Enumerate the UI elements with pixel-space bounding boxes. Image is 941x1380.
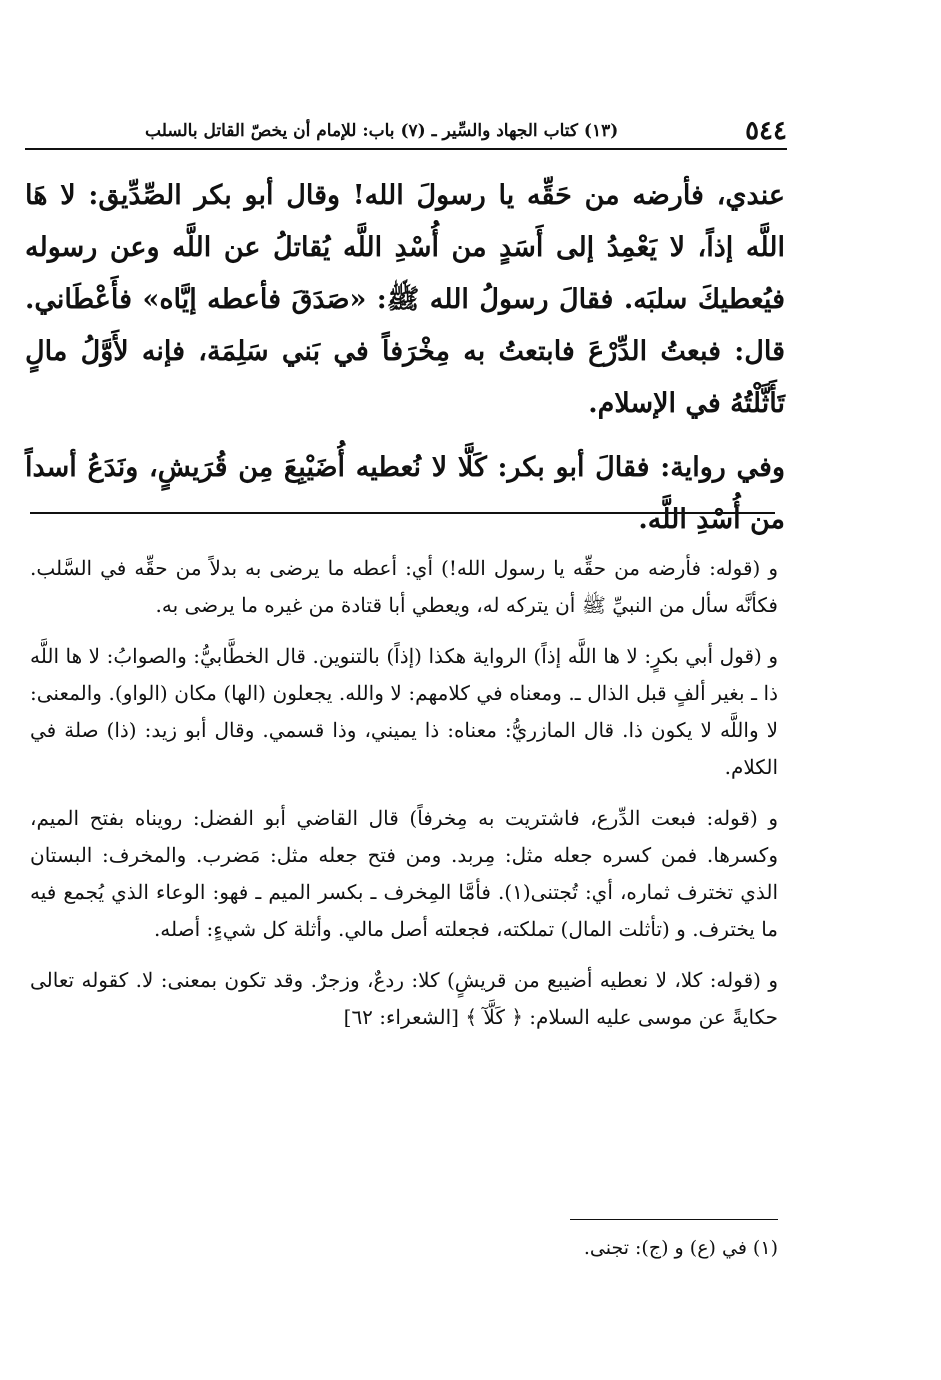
hadith-text [25,170,785,558]
commentary-paragraph: و (قوله: فأرضه من حقِّه يا رسول الله!) أي: أعطه ما يرضى به بدلاً من حقِّه في السَّلب. فكأنَّه سأل من النبيِّ ﷺ أن يتركه له، ويعطي أبا قتادة من غيره ما يرضى به. [30,556,778,617]
commentary-paragraph: و (قوله: فبعت الدِّرع، فاشتريت به مِخرفاً) قال القاضي أبو الفضل: رويناه بفتح الميم، وكسرها. فمن كسره جعله مثل: مِربد. ومن فتح جعله مثل: مَضرب. والمخرف: البستان الذي تخترف ثماره، أي: تُجتنى(١). فأمَّا المِخرف ـ بكسر الميم ـ فهو: الوعاء الذي يُجمع فيه ما يخترف. و (تأثلت المال) تملكته، فجعلته أصل مالي. وأثلة كل شيءٍ: أصله. [30,806,779,941]
commentary-paragraph: و (قول أبي بكرٍ: لا ها اللَّه إذاً) الرواية هكذا (إذاً) بالتنوين. قال الخطَّابيُّ: والصوابُ: لا ها اللَّه ذا ـ بغير ألفٍ قبل الذال ـ. ومعناه في كلامهم: لا والله. يجعلون (الها) مكان (الواو). والمعنى: لا واللَّه لا يكون ذا. قال المازريُّ: معناه: ذا يميني، وذا قسمي. وقال أبو زيد: (ذا) صلة في الكلام. [30,644,778,779]
running-title: (١٣) كتاب الجهاد والسِّير ـ (٧) باب: للإمام أن يخصّ القاتل بالسلب [145,121,619,141]
commentary-text [30,550,778,1050]
header-divider [25,148,787,150]
page-header [145,112,787,146]
hadith-paragraph: وفي رواية: فقالَ أبو بكر: كَلَّا لا نُعطيه أُضَيْبِعَ مِن قُرَيشٍ، ونَدَعُ أسداً من أُسْدِ اللَّه. [25,452,785,535]
commentary-paragraph: و (قوله: كلا، لا نعطيه أضيبع من قريشٍ) كلا: ردعٌ، وزجرٌ. وقد تكون بمعنى: لا. كقوله تعالى حكايةً عن موسى عليه السلام: ﴿ كَلَّآ ﴾ [الشعراء: ٦٢] [30,968,778,1029]
page-number: ٥٤٤ [745,116,787,146]
hadith-paragraph: عندي، فأرضه من حَقِّه يا رسولَ الله! وقال أبو بكر الصِّدِّيق: لا هَا اللَّه إذاً، لا يَعْمِدُ إلى أَسَدٍ من أُسْدِ اللَّه يُقاتلُ عن اللَّه وعن رسوله فيُعطيكَ سلبَه. فقالَ رسولُ الله ﷺ: «صَدَقَ فأعطه إيَّاه» فأَعْطَاني. قال: فبعتُ الدِّرْعَ فابتعتُ به مِخْرَفاً في بَني سَلِمَة، فإنه لأَوَّلُ مالٍ تَأَثَّلْتُهُ في الإسلام. [25,180,785,419]
section-divider [30,512,775,514]
footnote-divider [570,1219,778,1220]
footnote: (١) في (ع) و (ج): تجنى. [583,1237,778,1259]
